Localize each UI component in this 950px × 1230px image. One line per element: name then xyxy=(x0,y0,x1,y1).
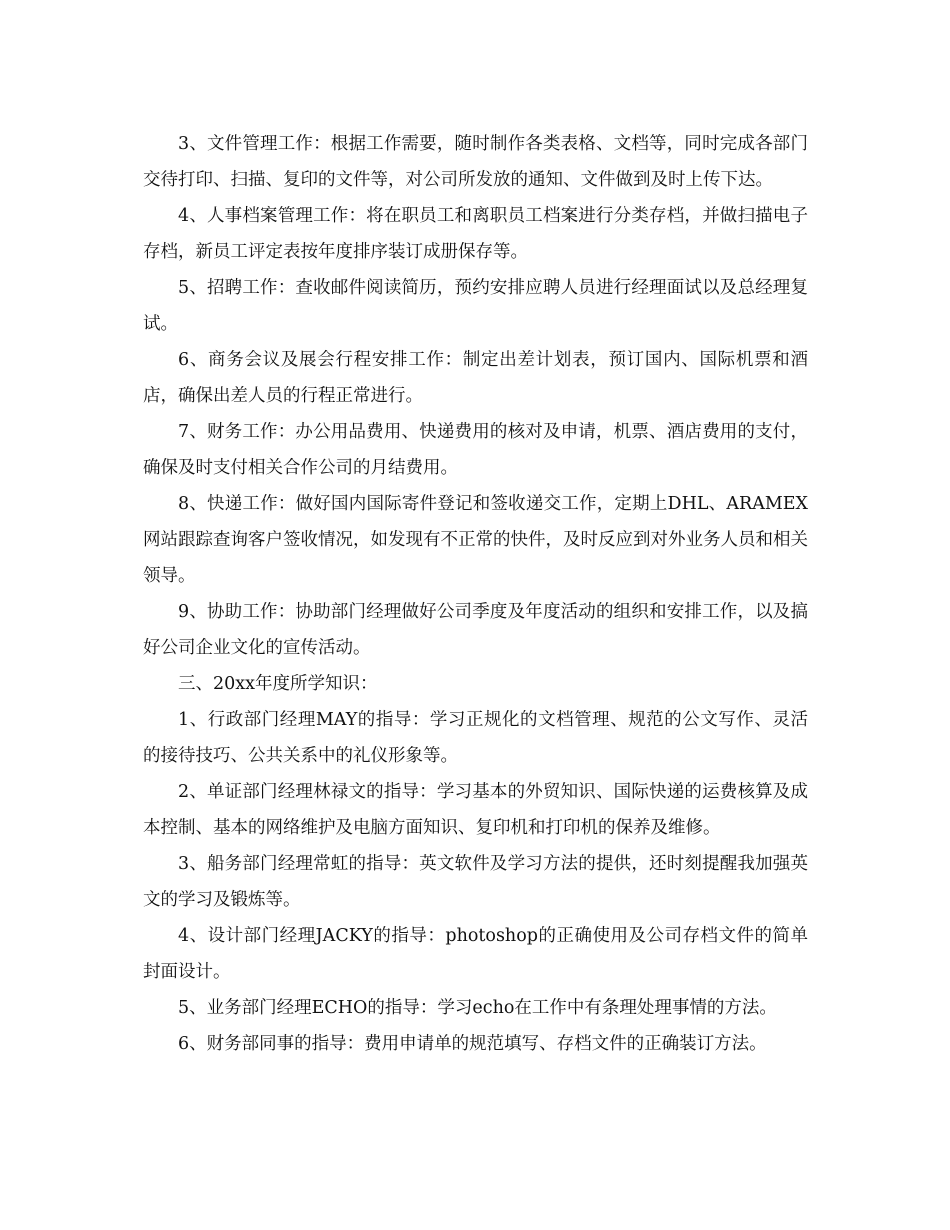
paragraph-business-travel: 6、商务会议及展会行程安排工作：制定出差计划表，预订国内、国际机票和酒店，确保出差人员的行程正常进行。 xyxy=(143,350,808,406)
paragraph-sales-guidance: 5、业务部门经理ECHO的指导：学习echo在工作中有条理处理事情的方法。 xyxy=(178,998,777,1018)
paragraph-file-management: 3、文件管理工作：根据工作需要，随时制作各类表格、文档等，同时完成各部门交待打印、扫描、复印的文件等，对公司所发放的通知、文件做到及时上传下达。 xyxy=(143,134,808,190)
paragraph-assistance: 9、协助工作：协助部门经理做好公司季度及年度活动的组织和安排工作，以及搞好公司企业文化的宣传活动。 xyxy=(143,602,808,658)
document-body xyxy=(143,126,808,1062)
paragraph-recruitment: 5、招聘工作：查收邮件阅读简历，预约安排应聘人员进行经理面试以及总经理复试。 xyxy=(143,278,808,334)
section-heading-knowledge: 三、20xx年度所学知识： xyxy=(178,674,378,694)
paragraph-finance: 7、财务工作：办公用品费用、快递费用的核对及申请，机票、酒店费用的支付，确保及时支付相关合作公司的月结费用。 xyxy=(143,422,808,478)
paragraph-documents-guidance: 2、单证部门经理林禄文的指导：学习基本的外贸知识、国际快递的运费核算及成本控制、基本的网络维护及电脑方面知识、复印机和打印机的保养及维修。 xyxy=(143,782,808,838)
paragraph-admin-guidance: 1、行政部门经理MAY的指导：学习正规化的文档管理、规范的公文写作、灵活的接待技巧、公共关系中的礼仪形象等。 xyxy=(143,710,808,766)
paragraph-express-delivery: 8、快递工作：做好国内国际寄件登记和签收递交工作，定期上DHL、ARAMEX网站跟踪查询客户签收情况，如发现有不正常的快件，及时反应到对外业务人员和相关领导。 xyxy=(143,494,808,586)
paragraph-finance-guidance: 6、财务部同事的指导：费用申请单的规范填写、存档文件的正确装订方法。 xyxy=(178,1034,767,1054)
paragraph-personnel-archives: 4、人事档案管理工作：将在职员工和离职员工档案进行分类存档，并做扫描电子存档，新员工评定表按年度排序装订成册保存等。 xyxy=(143,206,808,262)
paragraph-shipping-guidance: 3、船务部门经理常虹的指导：英文软件及学习方法的提供，还时刻提醒我加强英文的学习及锻炼等。 xyxy=(143,854,808,910)
paragraph-design-guidance: 4、设计部门经理JACKY的指导：photoshop的正确使用及公司存档文件的简单封面设计。 xyxy=(143,926,808,982)
